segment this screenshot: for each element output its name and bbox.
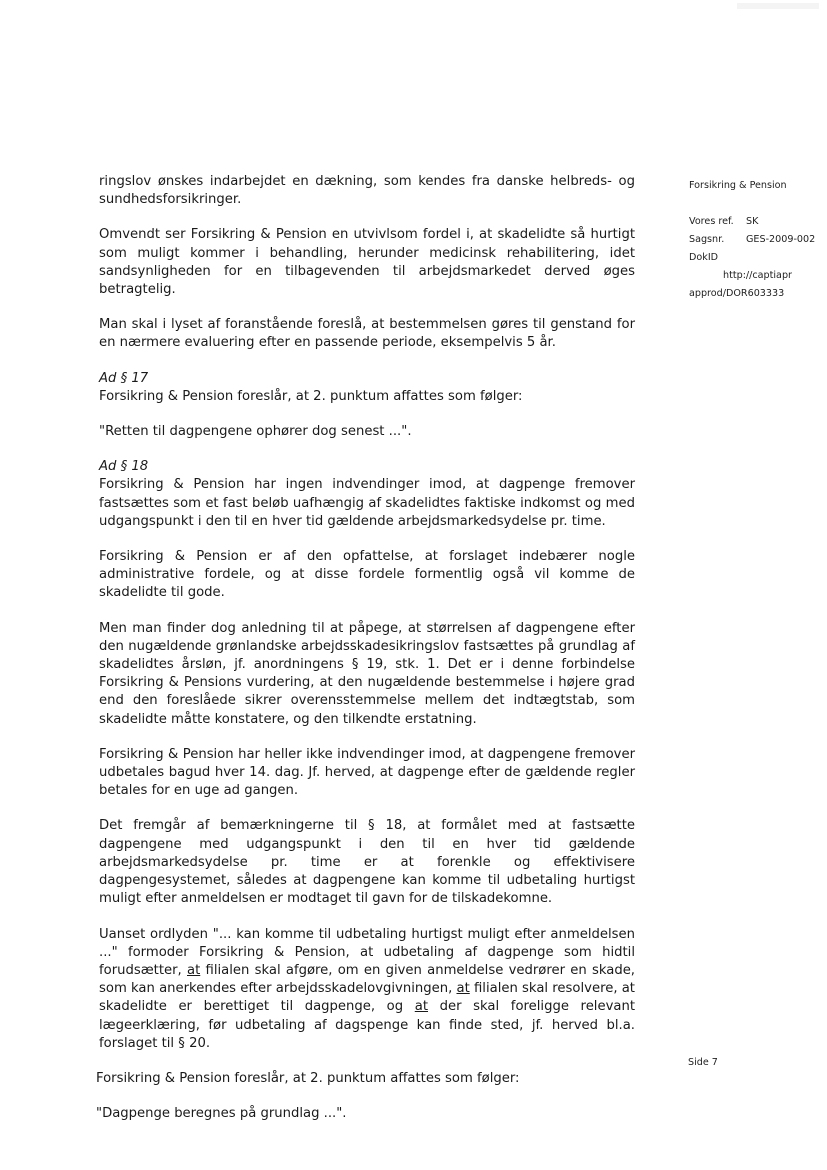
text-run: der skal foreligge relevant lægeerklæring, før udbetaling af dagspenge kan finde sted, jf. herved bl.a. forslaget til § 20. (99, 999, 635, 1051)
underlined-at: at (456, 981, 470, 997)
ref-label: Vores ref. (689, 216, 734, 227)
dok-url-part1: http://captiapr (723, 270, 792, 281)
top-edge-mark (737, 3, 819, 9)
section-heading-17: Ad § 17 (99, 370, 149, 386)
sidebar-sag-row (689, 231, 825, 249)
sidebar-org: Forsikring & Pension (689, 180, 787, 191)
paragraph: Forsikring & Pension foreslår, at 2. punktum affattes som følger: (99, 388, 523, 404)
paragraph: Forsikring & Pension har ingen indvendinger imod, at dagpenge fremover fastsættes som et fast beløb uafhængig af skadelidtes faktiske indkomst og med udgangspunkt i den til en hver tid gældende arbejdsmarkedsydelse pr. time. (99, 477, 635, 529)
paragraph: ringslov ønskes indarbejdet en dækning, som kendes fra danske helbreds- og sundhedsforsikringer. (99, 174, 635, 208)
paragraph: Man skal i lyset af foranstående foreslå, at bestemmelsen gøres til genstand for en nærmere evaluering efter en passende periode, eksempelvis 5 år. (99, 317, 635, 351)
paragraph: Forsikring & Pension er af den opfattelse, at forslaget indebærer nogle administrative fordele, og at disse fordele formentlig også vil komme de skadelidte til gode. (99, 549, 635, 601)
paragraph (99, 926, 635, 1053)
paragraph: Men man finder dog anledning til at påpege, at størrelsen af dagpengene efter den nugældende grønlandske arbejdsskadesikringslov fastsættes på grundlag af skadelidtes årsløn, jf. anordningens § 19, stk. 1. Det er i denne forbindelse Forsikring & Pensions vurdering, at den nugældende bestemmelse i højere grad end den foreslåede sikrer overensstemmelse mellem det indtægtstab, som skadelidte måtte konstatere, og den tilkendte erstatning. (99, 620, 635, 727)
paragraph: Omvendt ser Forsikring & Pension en utvivlsom fordel i, at skadelidte så hurtigt som muligt kommer i behandling, herunder medicinsk rehabilitering, idet sandsynligheden for en tilbagevenden til arbejdsmarkedet derved øges betragtelig. (99, 227, 635, 298)
sag-value: GES-2009-002 (746, 234, 816, 245)
underlined-at: at (187, 962, 201, 978)
dok-label: DokID (689, 252, 719, 263)
quote-paragraph: "Dagpenge beregnes på grundlag ...". (96, 1106, 347, 1122)
paragraph: Det fremgår af bemærkningerne til § 18, at formålet med at fastsætte dagpengene med udgangspunkt i den til en hver tid gældende arbejdsmarkedsydelse pr. time er at forenkle og effektivisere dagpengesystemet, således at dagpengene kan komme til udbetaling hurtigst muligt efter anmeldelsen er modtaget til gavn for de tilskadekomne. (99, 818, 635, 907)
paragraph: Forsikring & Pension foreslår, at 2. punktum affattes som følger: (96, 1070, 520, 1086)
sag-label: Sagsnr. (689, 234, 725, 245)
text-run: filialen skal afgøre, om en given anmeldelse vedrører en skade, som kan anerkendes efter arbejdsskadelovgivningen, (99, 962, 635, 997)
document-metadata-sidebar (689, 177, 825, 303)
sidebar-ref-row (689, 213, 825, 231)
page-number: Side 7 (688, 1057, 718, 1068)
letter-body (96, 173, 635, 1140)
section-heading-18: Ad § 18 (99, 459, 149, 475)
underlined-at: at (414, 999, 429, 1015)
text-run: Uanset ordlyden "... kan komme til udbetaling hurtigst muligt efter anmeldelsen ..." formoder Forsikring & Pension, at udbetaling af dagpenge som hidtil forudsætter, (99, 926, 635, 978)
quote-paragraph: "Retten til dagpengene ophører dog senest ...". (99, 424, 412, 440)
text-run: filialen skal resolvere, at skadelidte er berettiget til dagpenge, og (99, 981, 635, 1015)
sidebar-dok-row (689, 249, 825, 267)
dok-url-part2: approd/DOR603333 (689, 288, 785, 299)
paragraph: Forsikring & Pension har heller ikke indvendinger imod, at dagpengene fremover udbetales bagud hver 14. dag. Jf. herved, at dagpenge efter de gældende regler betales for en uge ad gangen. (99, 746, 635, 799)
ref-value: SK (746, 216, 759, 227)
